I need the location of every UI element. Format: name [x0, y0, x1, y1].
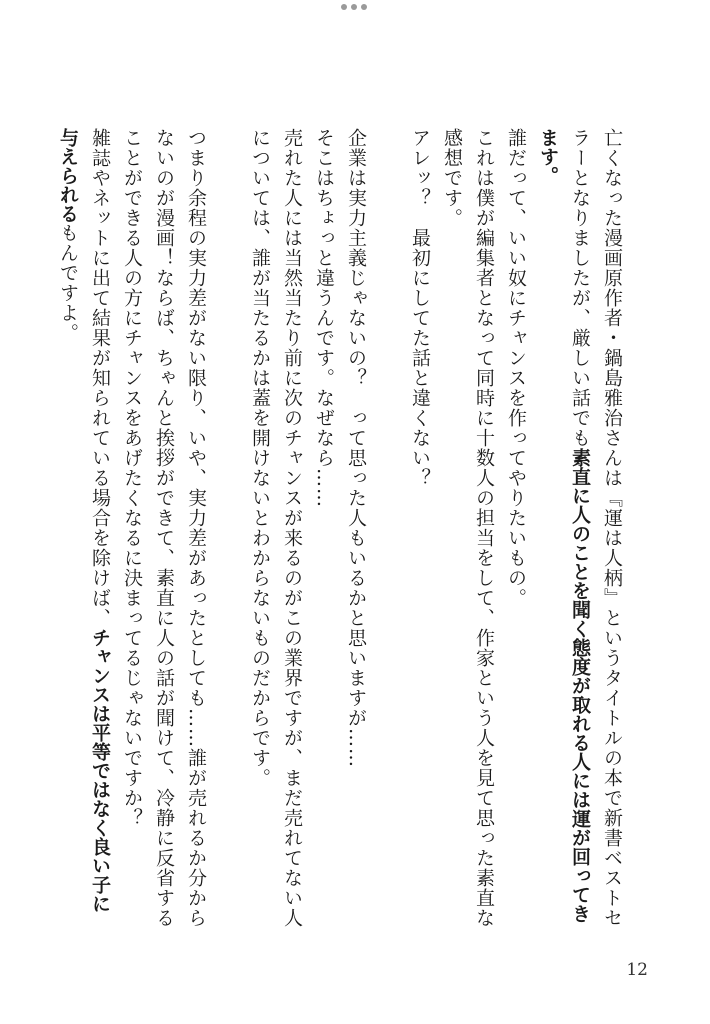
text-segment: つまり余程の実力差がない限り、いや、実力差があったとしても……誰が売れるか分からないのが漫画！ならば、ちゃんと挨拶ができて、素直に人の話が聞けて、冷静に反省することができる人の方にチャンスをあげたくなるに決まってるじゃないですか？: [121, 128, 207, 928]
paragraph: [308, 128, 340, 928]
paragraph: [116, 128, 212, 928]
dot: [361, 4, 367, 10]
paragraph: [532, 128, 628, 928]
paragraph: [436, 128, 500, 928]
text-segment: 企業は実力主義じゃないの？ って思った人もいるかと思いますが……: [345, 128, 367, 768]
body-text: [52, 128, 628, 928]
dot: [351, 4, 357, 10]
more-options-icon[interactable]: [341, 4, 367, 10]
text-segment: 売れた人には当然当たり前に次のチャンスが来るのがこの業界ですが、まだ売れてない人については、誰が当たるかは蓋を開けないとわからないものだからです。: [249, 128, 303, 928]
emphasized-text: チャンスは平等ではなく良い子に与えられる: [57, 128, 111, 913]
text-segment: 亡くなった漫画原作者・鍋島雅治さんは『運は人柄』というタイトルの本で新書ベストセラーとなりましたが、厳しい話でも: [569, 128, 623, 928]
paragraph: [52, 128, 116, 928]
paragraph: [244, 128, 308, 928]
page-number: 12: [626, 960, 648, 980]
paragraph: [404, 128, 436, 928]
text-segment: 雑誌やネットに出て結果が知られている場合を除けば、: [89, 128, 111, 628]
text-segment: 誰だって、いい奴にチャンスを作ってやりたいもの。: [505, 128, 527, 608]
emphasized-text: 素直に人のことを聞く態度が取れる人には運が回ってきます。: [537, 128, 591, 923]
text-segment: これは僕が編集者となって同時に十数人の担当をして、作家という人を見て思った素直な感想です。: [441, 128, 495, 928]
text-segment: もんですよ。: [57, 223, 79, 343]
dot: [341, 4, 347, 10]
paragraph: [500, 128, 532, 928]
paragraph: [340, 128, 372, 928]
text-segment: アレッ？ 最初にしてた話と違くない？: [409, 128, 431, 488]
text-segment: そこはちょっと違うんです。なぜなら……: [313, 128, 335, 508]
